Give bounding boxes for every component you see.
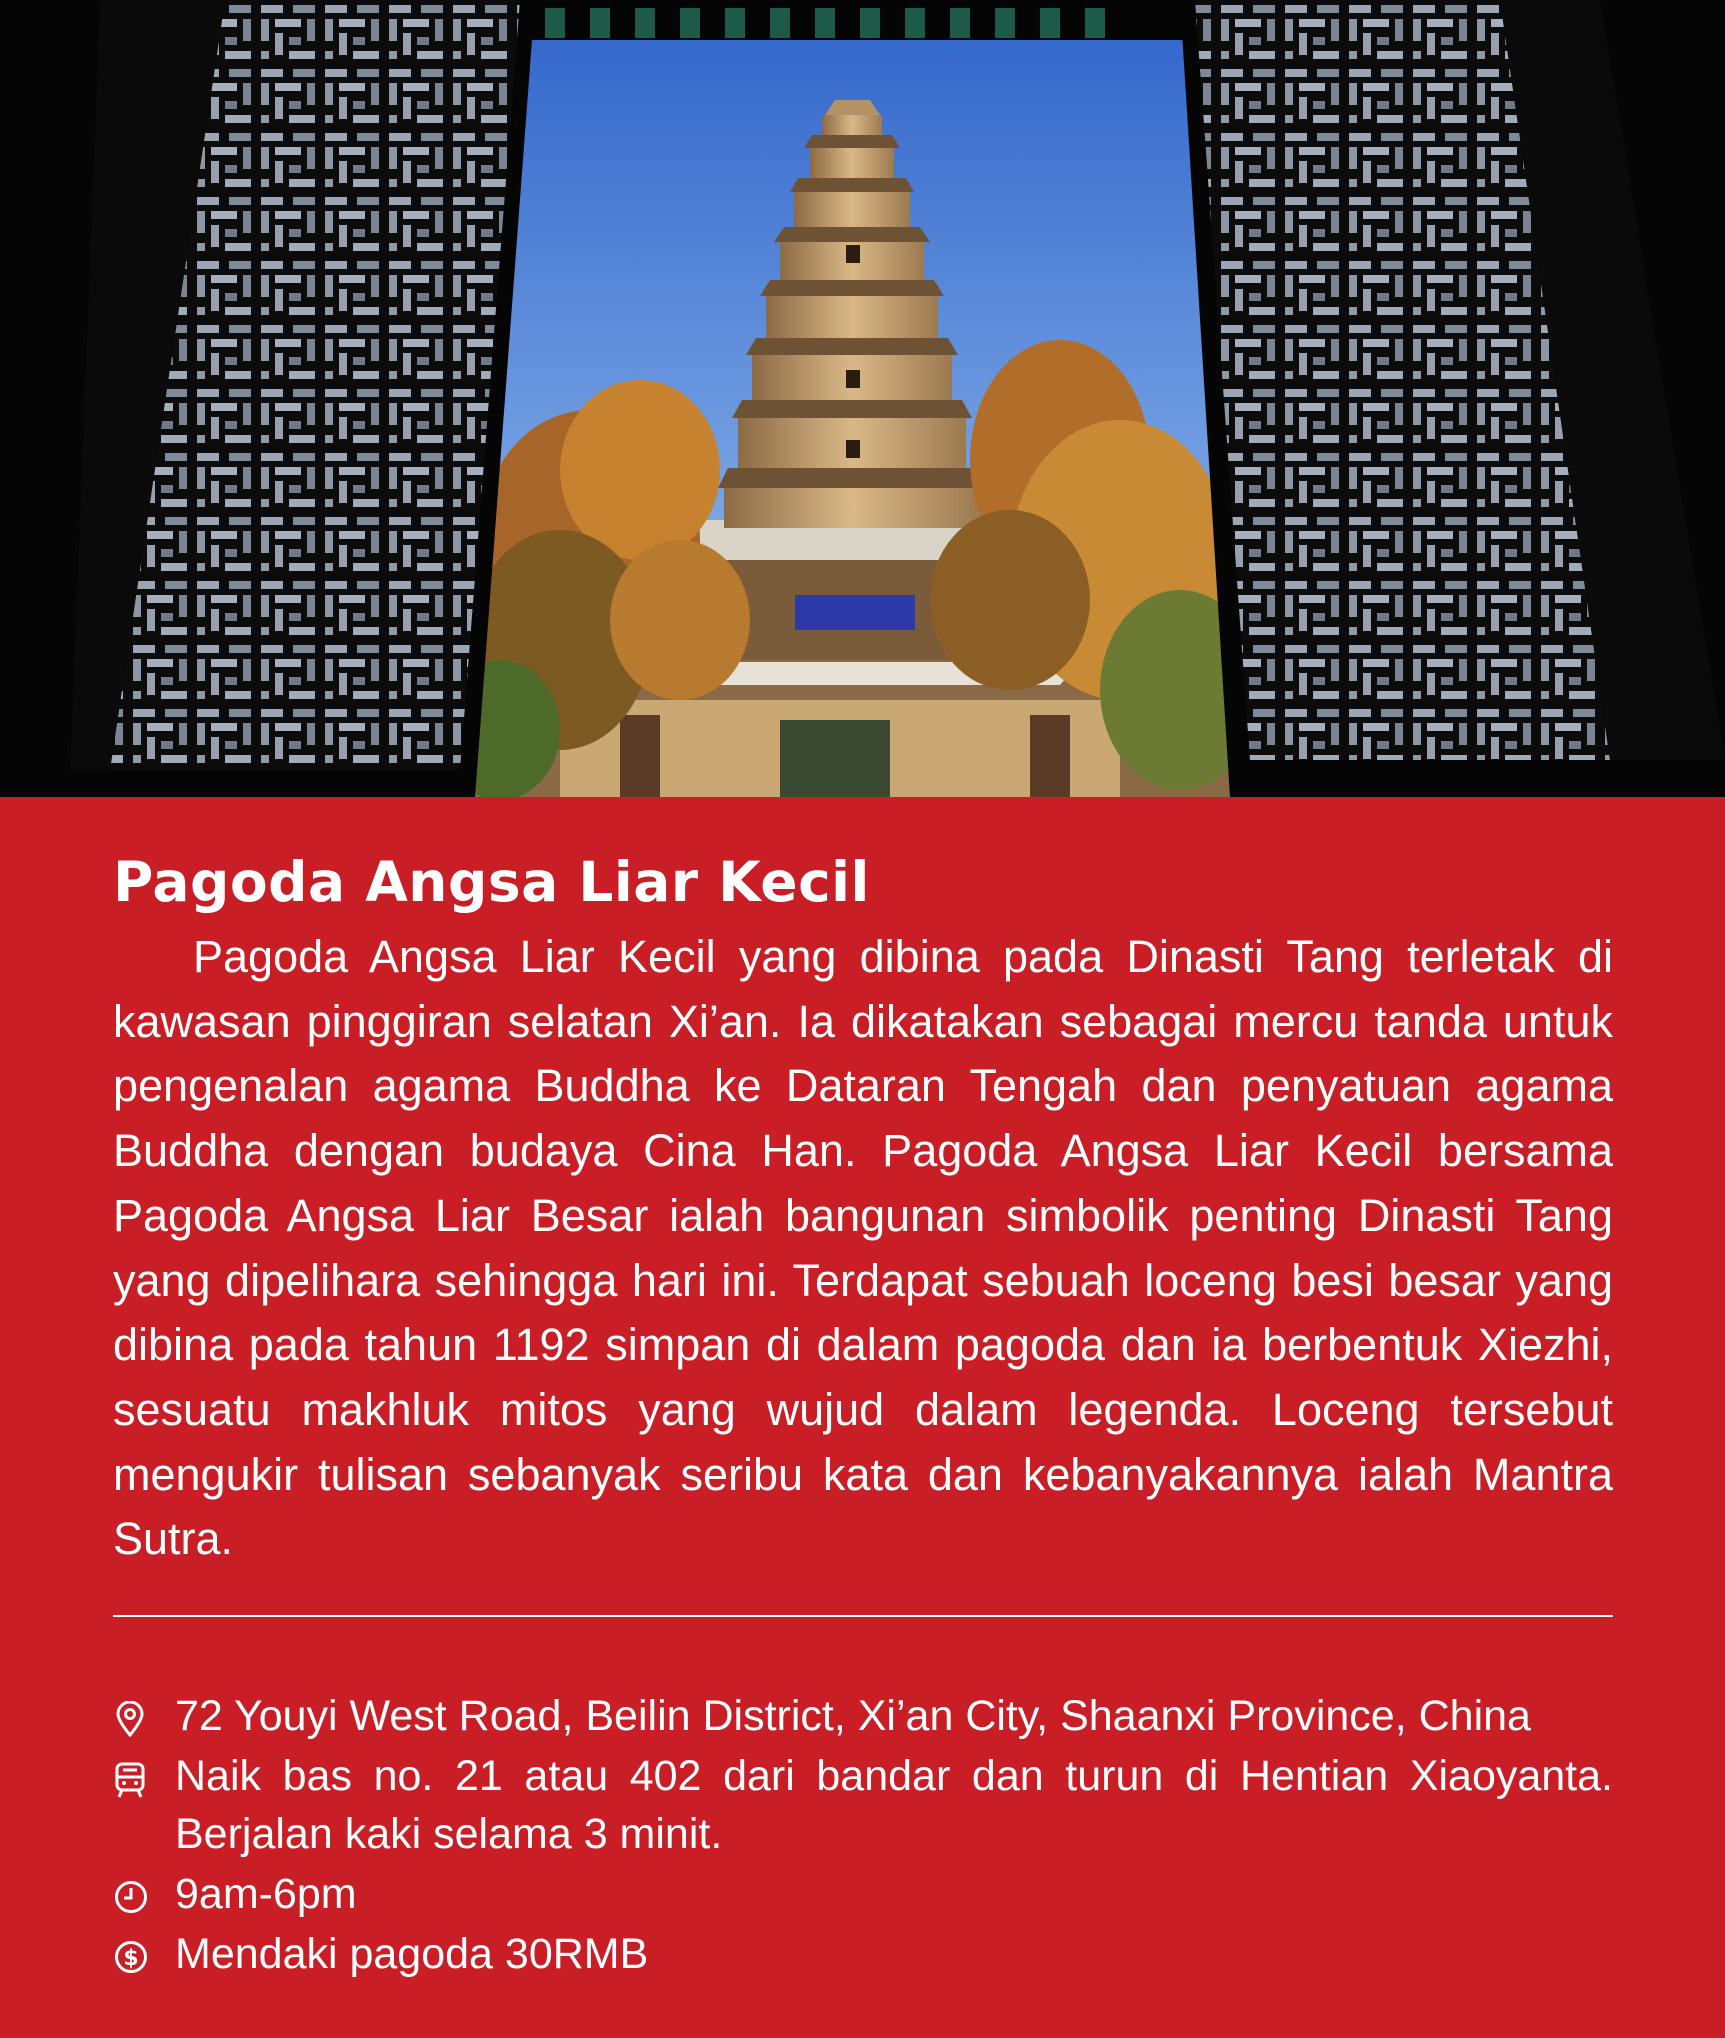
clock-icon [113, 1865, 175, 1915]
article-body: Pagoda Angsa Liar Kecil yang dibina pada Dinasti Tang terletak di kawasan pinggiran selatan Xi’an. Ia dikatakan sebagai mercu tanda untuk pengenalan agama Buddha ke Dataran Tengah dan penyatuan agama Buddha dengan budaya Cina Han. Pagoda Angsa Liar Kecil bersama Pagoda Angsa Liar Besar ialah bangunan simbolik penting Dinasti Tang yang dipelihara sehingga hari ini. Terdapat sebuah loceng besi besar yang dibina pada tahun 1192 simpan di dalam pagoda dan ia berbentuk Xiezhi, sesuatu makhluk mitos yang wujud dalam legenda. Loceng tersebut mengukir tulisan sebanyak seribu kata dan kebanyakannya ialah Mantra Sutra. [113, 931, 1613, 1565]
bus-icon [113, 1747, 175, 1799]
divider [113, 1615, 1613, 1617]
dollar-coin-icon [113, 1925, 175, 1975]
address-text: 72 Youyi West Road, Beilin District, Xi’an City, Shaanxi Province, China [175, 1692, 1531, 1740]
info-transport [113, 1747, 1613, 1863]
svg-text:$: $ [123, 1946, 139, 1971]
hours-text: 9am-6pm [175, 1870, 357, 1918]
content-panel [0, 797, 1725, 2038]
info-list [113, 1687, 1613, 1983]
pagoda-photo [0, 0, 1725, 797]
info-address [113, 1687, 1613, 1745]
pagoda-photo-illustration [0, 0, 1725, 797]
location-pin-icon [113, 1687, 175, 1737]
article-title: Pagoda Angsa Liar Kecil [113, 850, 870, 914]
price-text: Mendaki pagoda 30RMB [175, 1930, 649, 1978]
transport-text: Naik bas no. 21 atau 402 dari bandar dan turun di Hentian Xiaoyanta. Berjalan kaki selama 3 minit. [175, 1752, 1613, 1858]
info-price [113, 1925, 1613, 1983]
info-hours [113, 1865, 1613, 1923]
